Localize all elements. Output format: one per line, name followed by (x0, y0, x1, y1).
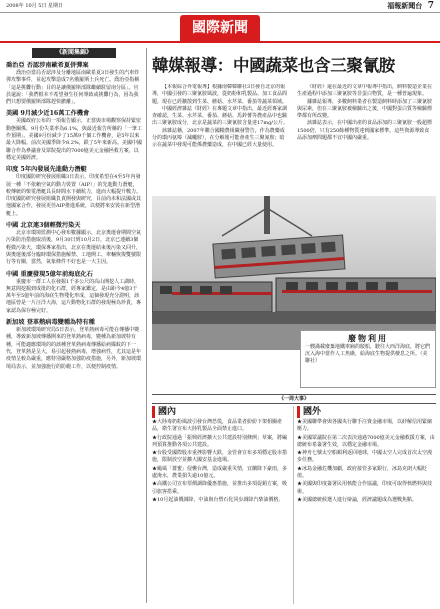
section-title: 國際新聞 (192, 20, 248, 36)
event-item: ★台股受國際股市重挫影響大跌，金管會宣布多項穩定股市措施，限制放空並擴大國安基金進場。 (152, 450, 288, 464)
foreign-title: 國外 (297, 406, 436, 418)
event-item: ★美國總統候選人進行辯論，經濟議題成為選戰焦點。 (297, 496, 418, 503)
main-headline: 韓媒報導：中國蔬菜也含三聚氰胺 (152, 56, 396, 75)
paper-name: 福報新聞台 (387, 1, 423, 10)
main-paragraph: 該雜誌表示，在中國出產的食品添加的三聚氰胺一般超標1500倍，只有250餘種物質達到國家標準。這些資源導致食品添加劑問題都不宜中國內嚴重。 (297, 120, 433, 142)
foreign-list (297, 419, 436, 504)
domestic-events (152, 406, 290, 604)
roundup-headline: 美國 9月減少近16萬工作機會 (6, 110, 90, 118)
roundup-body: 美國政府公布的一項報告顯示，正當與市場觀察保持緊密動態關係，9月份失業率為6.1%，與最近報告所稱的「一筆工作預期」。美國9月份減少了15萬9千個工作機會，是5年以來最大降幅。前次美國季降少8.2%，跌了5年來新高。美國中國聯合作為參議會及眾院提出的7000億美元金融拯救方案，以穩定美國經濟。 (6, 118, 142, 161)
weekly-divider (293, 406, 294, 604)
caption-title: 廢物利用 (348, 334, 388, 343)
photo-caption (300, 330, 436, 388)
page-number: 7 (427, 1, 434, 11)
roundup-headline: 中國 北京連3個輕微污染天 (6, 222, 81, 230)
roundup-body: 印度國防研究發展組織3日表示，印度希望在4至5年內發展一種「不依賴空氣的動力裝置（AIP）」的先進動力潛艇，較傳統的柴電潛艇具長時間水下續航力，進而大幅提升戰力。印度國防研究發展組織負責開發與研究，目前尚未和法國或其他國家合作，發展更佳AIP推進系統，以便將來安裝在新型潛艇上。 (6, 174, 142, 217)
event-item: ★美國聯準會與各國央行聯手注資金融市場，以紓解信用緊縮壓力。 (297, 419, 433, 433)
roundup-headline: 新加坡 登革熱病毒變種為特有種 (6, 319, 95, 327)
event-item: ★10月起油價調降，中油與台塑石化同步調降汽柴油價格。 (152, 496, 284, 503)
weekly-head-bar (152, 394, 436, 404)
main-paragraph: 該雜誌稱，2007年聯合國糧農組織發警告，作為農藥成分的環丙氨嗪（滅蠅胺），在分解後可能會產生三聚氰胺；暗示在蔬菜中發現可能係農藥造成，在中國已經大量使用。 (152, 127, 285, 149)
roundup-body: 北京市環境監測中心發布數據顯示，北京奧運會期間空氣污染防治措施取消後，9月30日到10月2日，北京已連續3個輕微污染天，環保專家指出，北京在奧運結束後污染又回升，與奧運後部分臨時環保措施解禁、工地開工、車輛恢復雙號限行等有關，當然，氣象條件不好也是一大主因。 (6, 230, 142, 266)
subway-car-barge-image (152, 196, 436, 350)
domestic-list (152, 419, 290, 504)
roundup-headline: 喬治亞 否認涉南歐希夏併彈案 (6, 62, 89, 69)
event-item: ★美國與印度簽署民用核能合作協議，印度可取得核燃料與技術。 (297, 481, 433, 495)
domestic-title: 國內 (152, 406, 290, 418)
column-divider (146, 48, 147, 603)
masthead (387, 1, 434, 11)
main-paragraph: 《財經》還在最近的文章中報導中指出，飼料製造企業在生產過程中添加三聚氰胺等非蛋白物質，是一種普遍現象。 (297, 84, 433, 98)
roundup-headline: 中國 重慶發現5億年前海底化石 (6, 270, 93, 278)
roundup-headline: 印度 5年內發展先進動力潛艇 (6, 166, 87, 174)
foreign-events (297, 406, 436, 604)
event-item: ★大陸毒奶粉風波引發台灣恐慌，食品業者紛紛下架相關產品，衛生署宣布大陸乳製品全面禁止進口。 (152, 419, 283, 433)
caption-text: 一艘滿載廢棄地鐵車廂的駁船，駛往大西洋海底，將它們沉入海中當作人工魚礁，給海底生物提供棲息之所。（美聯社） (305, 344, 431, 364)
roundup-body: 重慶市一群工人在發掘1千多公尺的高山開挖人工湖時，無意間挖掘到成批的化石群，經專家鑑定，是由距今4億3千萬年至5億年前的海底生物殘化形成，這個發現充分證明，該地區曾是一片汪洋大海，這片動物化石群的發現極為珍貴，專家認為保存極完好。 (6, 278, 142, 314)
main-col-2 (297, 84, 434, 194)
issue-date: 2008年 10月 5日 星期日 (6, 3, 64, 9)
event-item: ★行政院通過「振興經濟擴大公共建設特別條例」草案，將編列預算推動各項公共建設。 (152, 434, 288, 448)
header-rule (0, 12, 440, 13)
roundup-body: 新加坡環境研究局5日表示，登革熱病毒可能在傳播中變種，導致新加坡傳播開來的登革熱病毒，變種為新加坡特有種，可能適應環境的的該種登革熱病毒傳播給病媒蚊的下一代，登革熱是呈大，易引起發熱病毒，增強病性，尤其這是年疫情呈較為嚴重，應特別嚴格加強防疫措施，另外，新加坡環境局表示，並加強施行的防範工作，以便控制疫情。 (6, 327, 142, 370)
roundup-list (6, 61, 142, 371)
roundup-head: 《新聞集錦》 (32, 48, 116, 58)
main-paragraph: 中國經濟雜誌《財經》在專題文章中指出，最近經專家調查確認，生菜、水芹菜、番茄、蘑菇、馬鈴薯等農產品中也驗出三聚氰胺成分，北京是蔬菜的三聚氰胺含量達17mg/公斤。 (152, 105, 288, 127)
main-paragraph: 【本報綜合外電報導】根據南韓韓聯社3日發自北京的報導，中國引發的三聚氰胺風波，從奶粉和乳製品、加工食品問題，現在已經擴散到生菜、蘑菇、水芹菜、番茄等蔬菜領域。 (152, 84, 288, 105)
event-item: ★冰島金融危機加劇，政府接管多家銀行，冰島克朗大幅貶值。 (297, 465, 428, 480)
main-paragraph: 據雜誌報導，多數飼料業者在製造飼料時添加了三聚氰胺與尿素，但在三聚氰胺被檢驗出之後，中國對蛋白質等檢驗標準都有所改變。 (297, 98, 433, 120)
event-item: ★高鐵公司宣布票價調降優惠措施，並推出多項促銷方案，吸引旅客搭乘。 (152, 481, 288, 495)
news-photo (152, 196, 436, 350)
event-item: ★颱風「薔蜜」侵襲台灣，造成嚴重災情，宜蘭降下豪雨，多處淹水，農業損失逾10億元。 (152, 465, 288, 480)
event-item: ★神舟七號太空船順利返回地球，中國太空人完成首次太空漫步任務。 (297, 450, 433, 464)
roundup-body: 喬治亞當局否認涉及分離地區南歐希夏3日發生的汽車炸彈攻擊事件，並起攻擊造成7名俄羅斯士兵死亡。喬治亞指稱「這是挑釁行動」目的是讓俄羅斯部隊繼續駐留南分區」。官員還說：「我們根本不希望發生任何導致或挑釁行為，因為我們只想要俄羅斯部隊趕快撤離」。 (6, 70, 140, 106)
section-rule (0, 41, 440, 43)
main-col-1 (152, 84, 289, 194)
weekly-head: 《一周大事》 (278, 396, 309, 402)
news-roundup (6, 48, 142, 603)
event-item: ★美國眾議院在第二次表決通過7000億美元金融救援方案，由總統布希簽署生效，以穩定金融市場。 (297, 434, 435, 448)
